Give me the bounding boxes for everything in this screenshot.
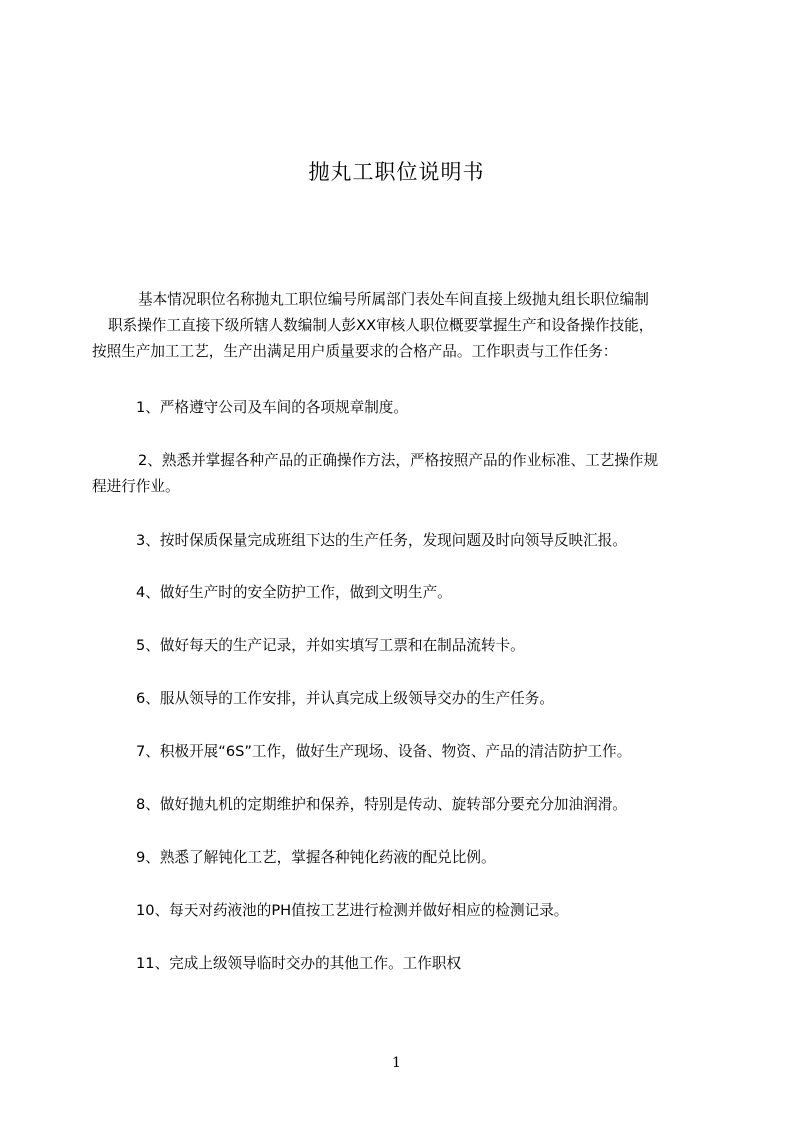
list-item [92,633,712,659]
list-item [92,845,712,871]
list-item [92,739,712,765]
list-item-text: 9、熟悉了解钝化工艺，掌握各种钝化药液的配兑比例。 [136,849,496,866]
list-item [92,448,712,500]
list-item-text: 8、做好抛丸机的定期维护和保养，特别是传动、旋转部分要充分加油润滑。 [136,796,627,813]
list-item [92,580,712,606]
list-item-text: 1、严格遵守公司及车间的各项规章制度。 [136,399,408,416]
list-item [92,528,712,554]
list-item-text: 3、按时保质保量完成班组下达的生产任务，发现问题及时向领导反映汇报。 [136,532,627,549]
list-item [92,686,712,712]
list-item [92,395,712,421]
list-item-text: 10、每天对药液池的PH值按工艺进行检测并做好相应的检测记录。 [136,902,569,919]
intro-line: 按照生产加工工艺，生产出满足用户质量要求的合格产品。工作职责与工作任务： [92,343,618,360]
list-item [92,951,712,977]
intro-line: 职系操作工直接下级所辖人数编制人彭XX审核人职位概要掌握生产和设备操作技能， [108,317,654,334]
list-item [92,792,712,818]
list-item-text: 程进行作业。 [92,478,180,495]
list-item-text: 11、完成上级领导临时交办的其他工作。工作职权 [136,955,462,972]
list-item-text: 2、熟悉并掌握各种产品的正确操作方法，严格按照产品的作业标准、工艺操作规 [138,452,659,469]
intro-line: 基本情况职位名称抛丸工职位编号所属部门表处车间直接上级抛丸组长职位编制 [138,291,649,308]
list-item-text: 5、做好每天的生产记录，并如实填写工票和在制品流转卡。 [136,637,525,654]
list-item-text: 4、做好生产时的安全防护工作，做到文明生产。 [136,584,452,601]
list-item-text: 7、积极开展“6S”工作，做好生产现场、设备、物资、产品的清洁防护工作。 [136,743,632,760]
page-title: 抛丸工职位说明书 [308,160,485,185]
list-item [92,898,712,924]
list-item-text: 6、服从领导的工作安排，并认真完成上级领导交办的生产任务。 [136,690,554,707]
intro-paragraph [92,287,708,365]
page-number: 1 [392,1055,401,1071]
